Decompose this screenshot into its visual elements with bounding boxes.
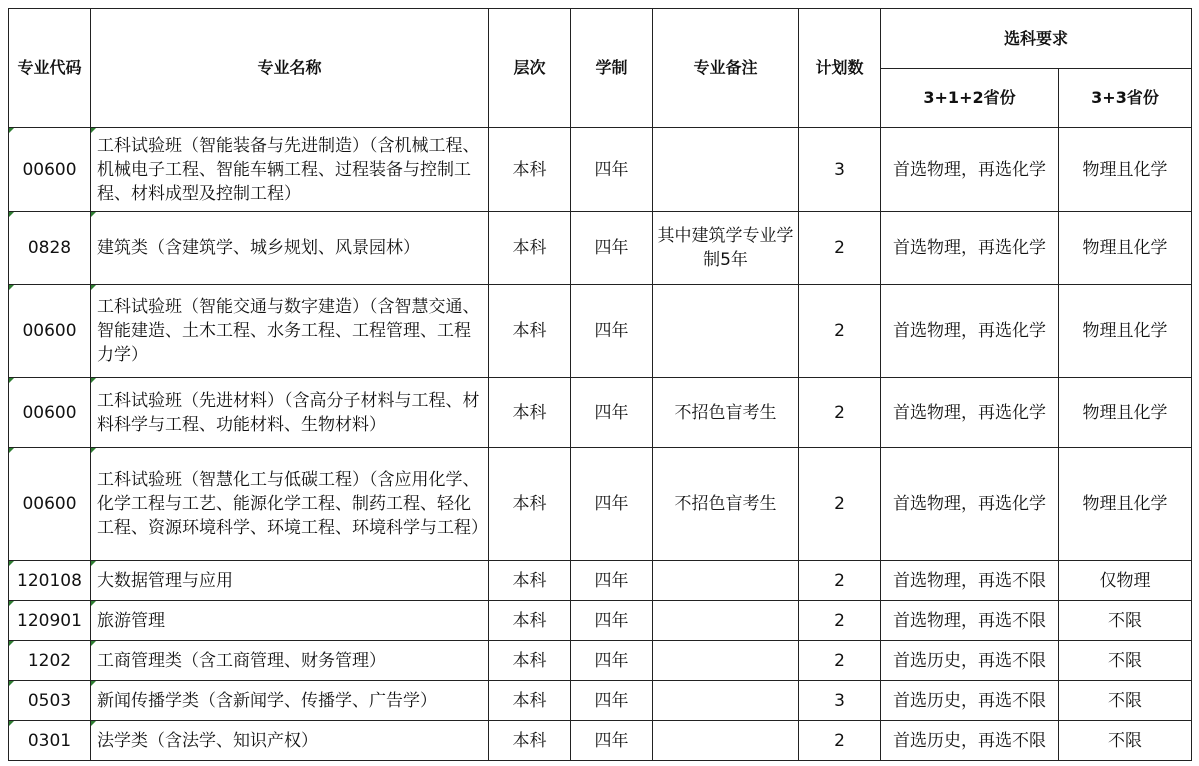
table-row: [9, 378, 1192, 448]
header-subject-req: 选科要求: [881, 9, 1192, 69]
cell-req-312: 首选历史，再选不限: [881, 721, 1059, 761]
cell-req-312: 首选物理，再选化学: [881, 378, 1059, 448]
cell-req-33: 物理且化学: [1059, 378, 1192, 448]
admission-plan-table: [8, 8, 1192, 761]
header-sub-33: 3+3省份: [1059, 69, 1192, 128]
cell-level: 本科: [489, 378, 571, 448]
cell-name: 大数据管理与应用: [91, 561, 489, 601]
cell-duration: 四年: [571, 601, 653, 641]
table-row: [9, 681, 1192, 721]
cell-plan: 2: [799, 561, 881, 601]
cell-duration: 四年: [571, 285, 653, 378]
cell-code: 1202: [9, 641, 91, 681]
cell-note: [653, 641, 799, 681]
cell-level: 本科: [489, 285, 571, 378]
cell-plan: 3: [799, 681, 881, 721]
cell-name: 工商管理类（含工商管理、财务管理）: [91, 641, 489, 681]
table-row: [9, 448, 1192, 561]
cell-name: 工科试验班（智能交通与数字建造）（含智慧交通、智能建造、土木工程、水务工程、工程管理、工程力学）: [91, 285, 489, 378]
cell-name: 旅游管理: [91, 601, 489, 641]
cell-note: [653, 128, 799, 212]
cell-code: 120108: [9, 561, 91, 601]
table-row: [9, 212, 1192, 285]
cell-req-33: 物理且化学: [1059, 448, 1192, 561]
cell-req-312: 首选物理，再选化学: [881, 128, 1059, 212]
cell-code: 0503: [9, 681, 91, 721]
cell-req-312: 首选历史，再选不限: [881, 641, 1059, 681]
cell-code: 0301: [9, 721, 91, 761]
cell-duration: 四年: [571, 561, 653, 601]
cell-duration: 四年: [571, 721, 653, 761]
cell-level: 本科: [489, 448, 571, 561]
cell-level: 本科: [489, 721, 571, 761]
cell-note: 不招色盲考生: [653, 378, 799, 448]
cell-level: 本科: [489, 641, 571, 681]
table-row: [9, 721, 1192, 761]
cell-req-33: 物理且化学: [1059, 128, 1192, 212]
cell-code: 0828: [9, 212, 91, 285]
cell-req-312: 首选物理，再选化学: [881, 212, 1059, 285]
cell-level: 本科: [489, 128, 571, 212]
header-level: 层次: [489, 9, 571, 128]
cell-plan: 2: [799, 378, 881, 448]
cell-name: 法学类（含法学、知识产权）: [91, 721, 489, 761]
cell-duration: 四年: [571, 641, 653, 681]
cell-code: 00600: [9, 128, 91, 212]
cell-name: 工科试验班（智能装备与先进制造）（含机械工程、机械电子工程、智能车辆工程、过程装备与控制工程、材料成型及控制工程）: [91, 128, 489, 212]
cell-code: 00600: [9, 448, 91, 561]
cell-plan: 2: [799, 641, 881, 681]
header-note: 专业备注: [653, 9, 799, 128]
table-row: [9, 285, 1192, 378]
table-row: [9, 128, 1192, 212]
cell-name: 工科试验班（先进材料）（含高分子材料与工程、材料科学与工程、功能材料、生物材料）: [91, 378, 489, 448]
cell-plan: 2: [799, 721, 881, 761]
header-code: 专业代码: [9, 9, 91, 128]
cell-note: 不招色盲考生: [653, 448, 799, 561]
cell-note: [653, 285, 799, 378]
header-name: 专业名称: [91, 9, 489, 128]
cell-duration: 四年: [571, 378, 653, 448]
cell-name: 工科试验班（智慧化工与低碳工程）（含应用化学、化学工程与工艺、能源化学工程、制药工程、轻化工程、资源环境科学、环境工程、环境科学与工程）: [91, 448, 489, 561]
cell-plan: 2: [799, 448, 881, 561]
cell-name: 建筑类（含建筑学、城乡规划、风景园林）: [91, 212, 489, 285]
cell-duration: 四年: [571, 681, 653, 721]
table-row: [9, 561, 1192, 601]
cell-level: 本科: [489, 681, 571, 721]
header-plan: 计划数: [799, 9, 881, 128]
header-duration: 学制: [571, 9, 653, 128]
cell-req-312: 首选物理，再选不限: [881, 561, 1059, 601]
cell-plan: 2: [799, 285, 881, 378]
table-row: [9, 601, 1192, 641]
cell-req-33: 仅物理: [1059, 561, 1192, 601]
cell-plan: 2: [799, 212, 881, 285]
table-body: [9, 128, 1192, 761]
cell-level: 本科: [489, 212, 571, 285]
cell-plan: 2: [799, 601, 881, 641]
header-sub-312: 3+1+2省份: [881, 69, 1059, 128]
cell-duration: 四年: [571, 448, 653, 561]
cell-note: [653, 601, 799, 641]
cell-level: 本科: [489, 561, 571, 601]
cell-code: 120901: [9, 601, 91, 641]
cell-name: 新闻传播学类（含新闻学、传播学、广告学）: [91, 681, 489, 721]
cell-note: [653, 681, 799, 721]
cell-duration: 四年: [571, 128, 653, 212]
cell-req-33: 不限: [1059, 681, 1192, 721]
cell-req-33: 物理且化学: [1059, 285, 1192, 378]
cell-req-312: 首选物理，再选不限: [881, 601, 1059, 641]
cell-req-33: 不限: [1059, 601, 1192, 641]
cell-req-312: 首选历史，再选不限: [881, 681, 1059, 721]
cell-req-312: 首选物理，再选化学: [881, 285, 1059, 378]
cell-req-312: 首选物理，再选化学: [881, 448, 1059, 561]
cell-req-33: 物理且化学: [1059, 212, 1192, 285]
cell-duration: 四年: [571, 212, 653, 285]
cell-req-33: 不限: [1059, 641, 1192, 681]
cell-code: 00600: [9, 285, 91, 378]
cell-note: 其中建筑学专业学制5年: [653, 212, 799, 285]
cell-level: 本科: [489, 601, 571, 641]
cell-note: [653, 721, 799, 761]
cell-plan: 3: [799, 128, 881, 212]
cell-code: 00600: [9, 378, 91, 448]
cell-note: [653, 561, 799, 601]
cell-req-33: 不限: [1059, 721, 1192, 761]
table-row: [9, 641, 1192, 681]
